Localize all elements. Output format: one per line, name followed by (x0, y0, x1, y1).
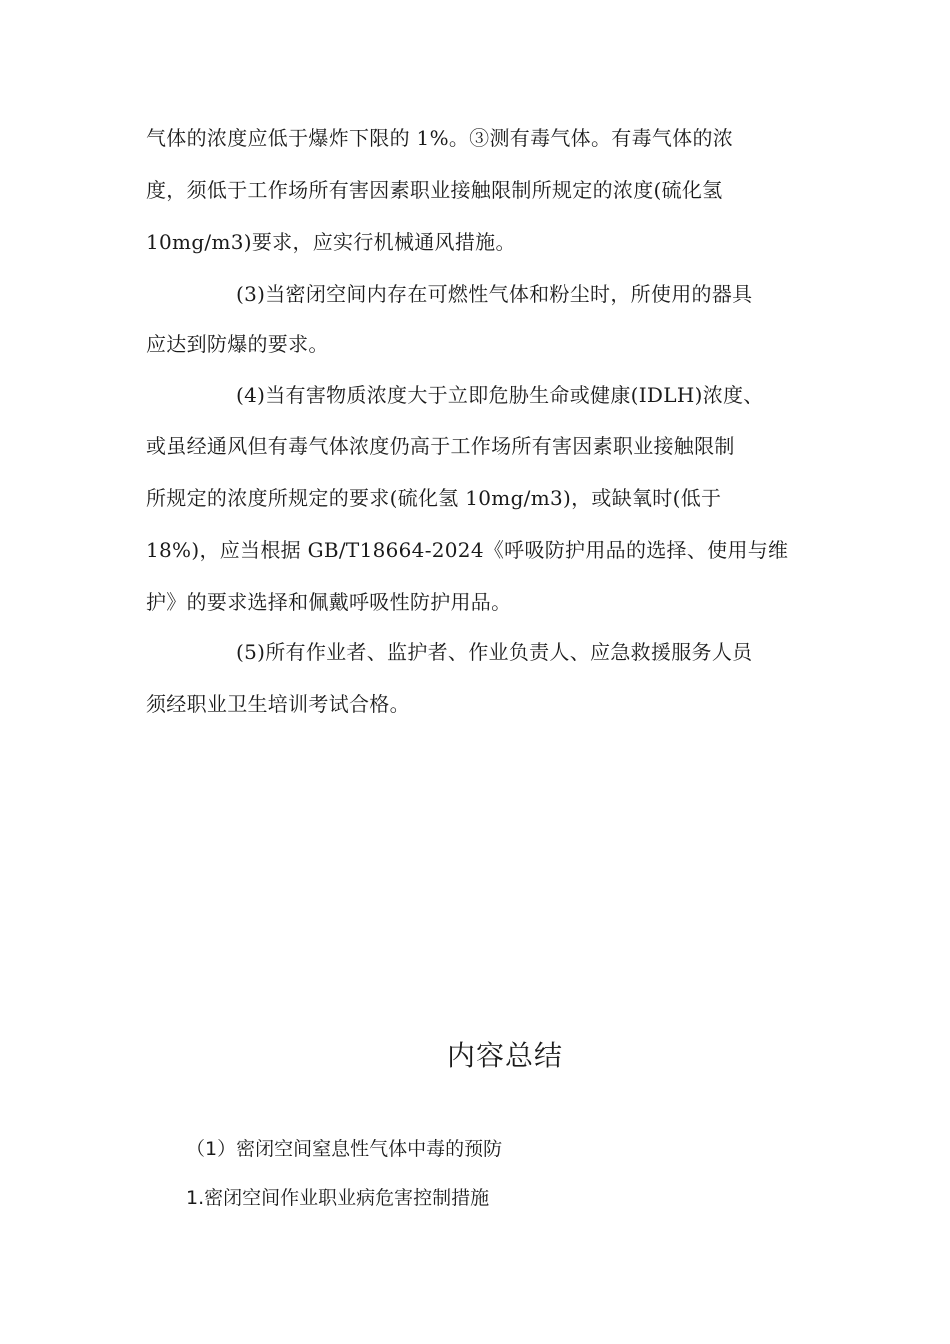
paragraph-line: 18%)，应当根据 GB/T18664-2024《呼吸防护用品的选择、使用与维 (146, 538, 789, 562)
paragraph-line: 气体的浓度应低于爆炸下限的 1%。③测有毒气体。有毒气体的浓 (146, 126, 734, 150)
summary-item: 1.密闭空间作业职业病危害控制措施 (186, 1187, 490, 1209)
paragraph-line: 护》的要求选择和佩戴呼吸性防护用品。 (146, 590, 512, 614)
paragraph-line: 应达到防爆的要求。 (146, 332, 329, 356)
paragraph-line: 所规定的浓度所规定的要求(硫化氢 10mg/m3)，或缺氧时(低于 (146, 486, 722, 510)
paragraph-line: 度，须低于工作场所有害因素职业接触限制所规定的浓度(硫化氢 (146, 178, 723, 202)
summary-item: （1）密闭空间窒息性气体中毒的预防 (186, 1138, 503, 1160)
paragraph-line: 须经职业卫生培训考试合格。 (146, 692, 410, 716)
paragraph-line: 10mg/m3)要求，应实行机械通风措施。 (146, 230, 516, 254)
paragraph-line: (4)当有害物质浓度大于立即危胁生命或健康(IDLH)浓度、 (236, 383, 764, 407)
paragraph-line: (3)当密闭空间内存在可燃性气体和粉尘时，所使用的器具 (236, 282, 753, 306)
paragraph-line: 或虽经通风但有毒气体浓度仍高于工作场所有害因素职业接触限制 (146, 434, 735, 458)
summary-title: 内容总结 (446, 1039, 563, 1072)
paragraph-line: (5)所有作业者、监护者、作业负责人、应急救援服务人员 (236, 640, 753, 664)
